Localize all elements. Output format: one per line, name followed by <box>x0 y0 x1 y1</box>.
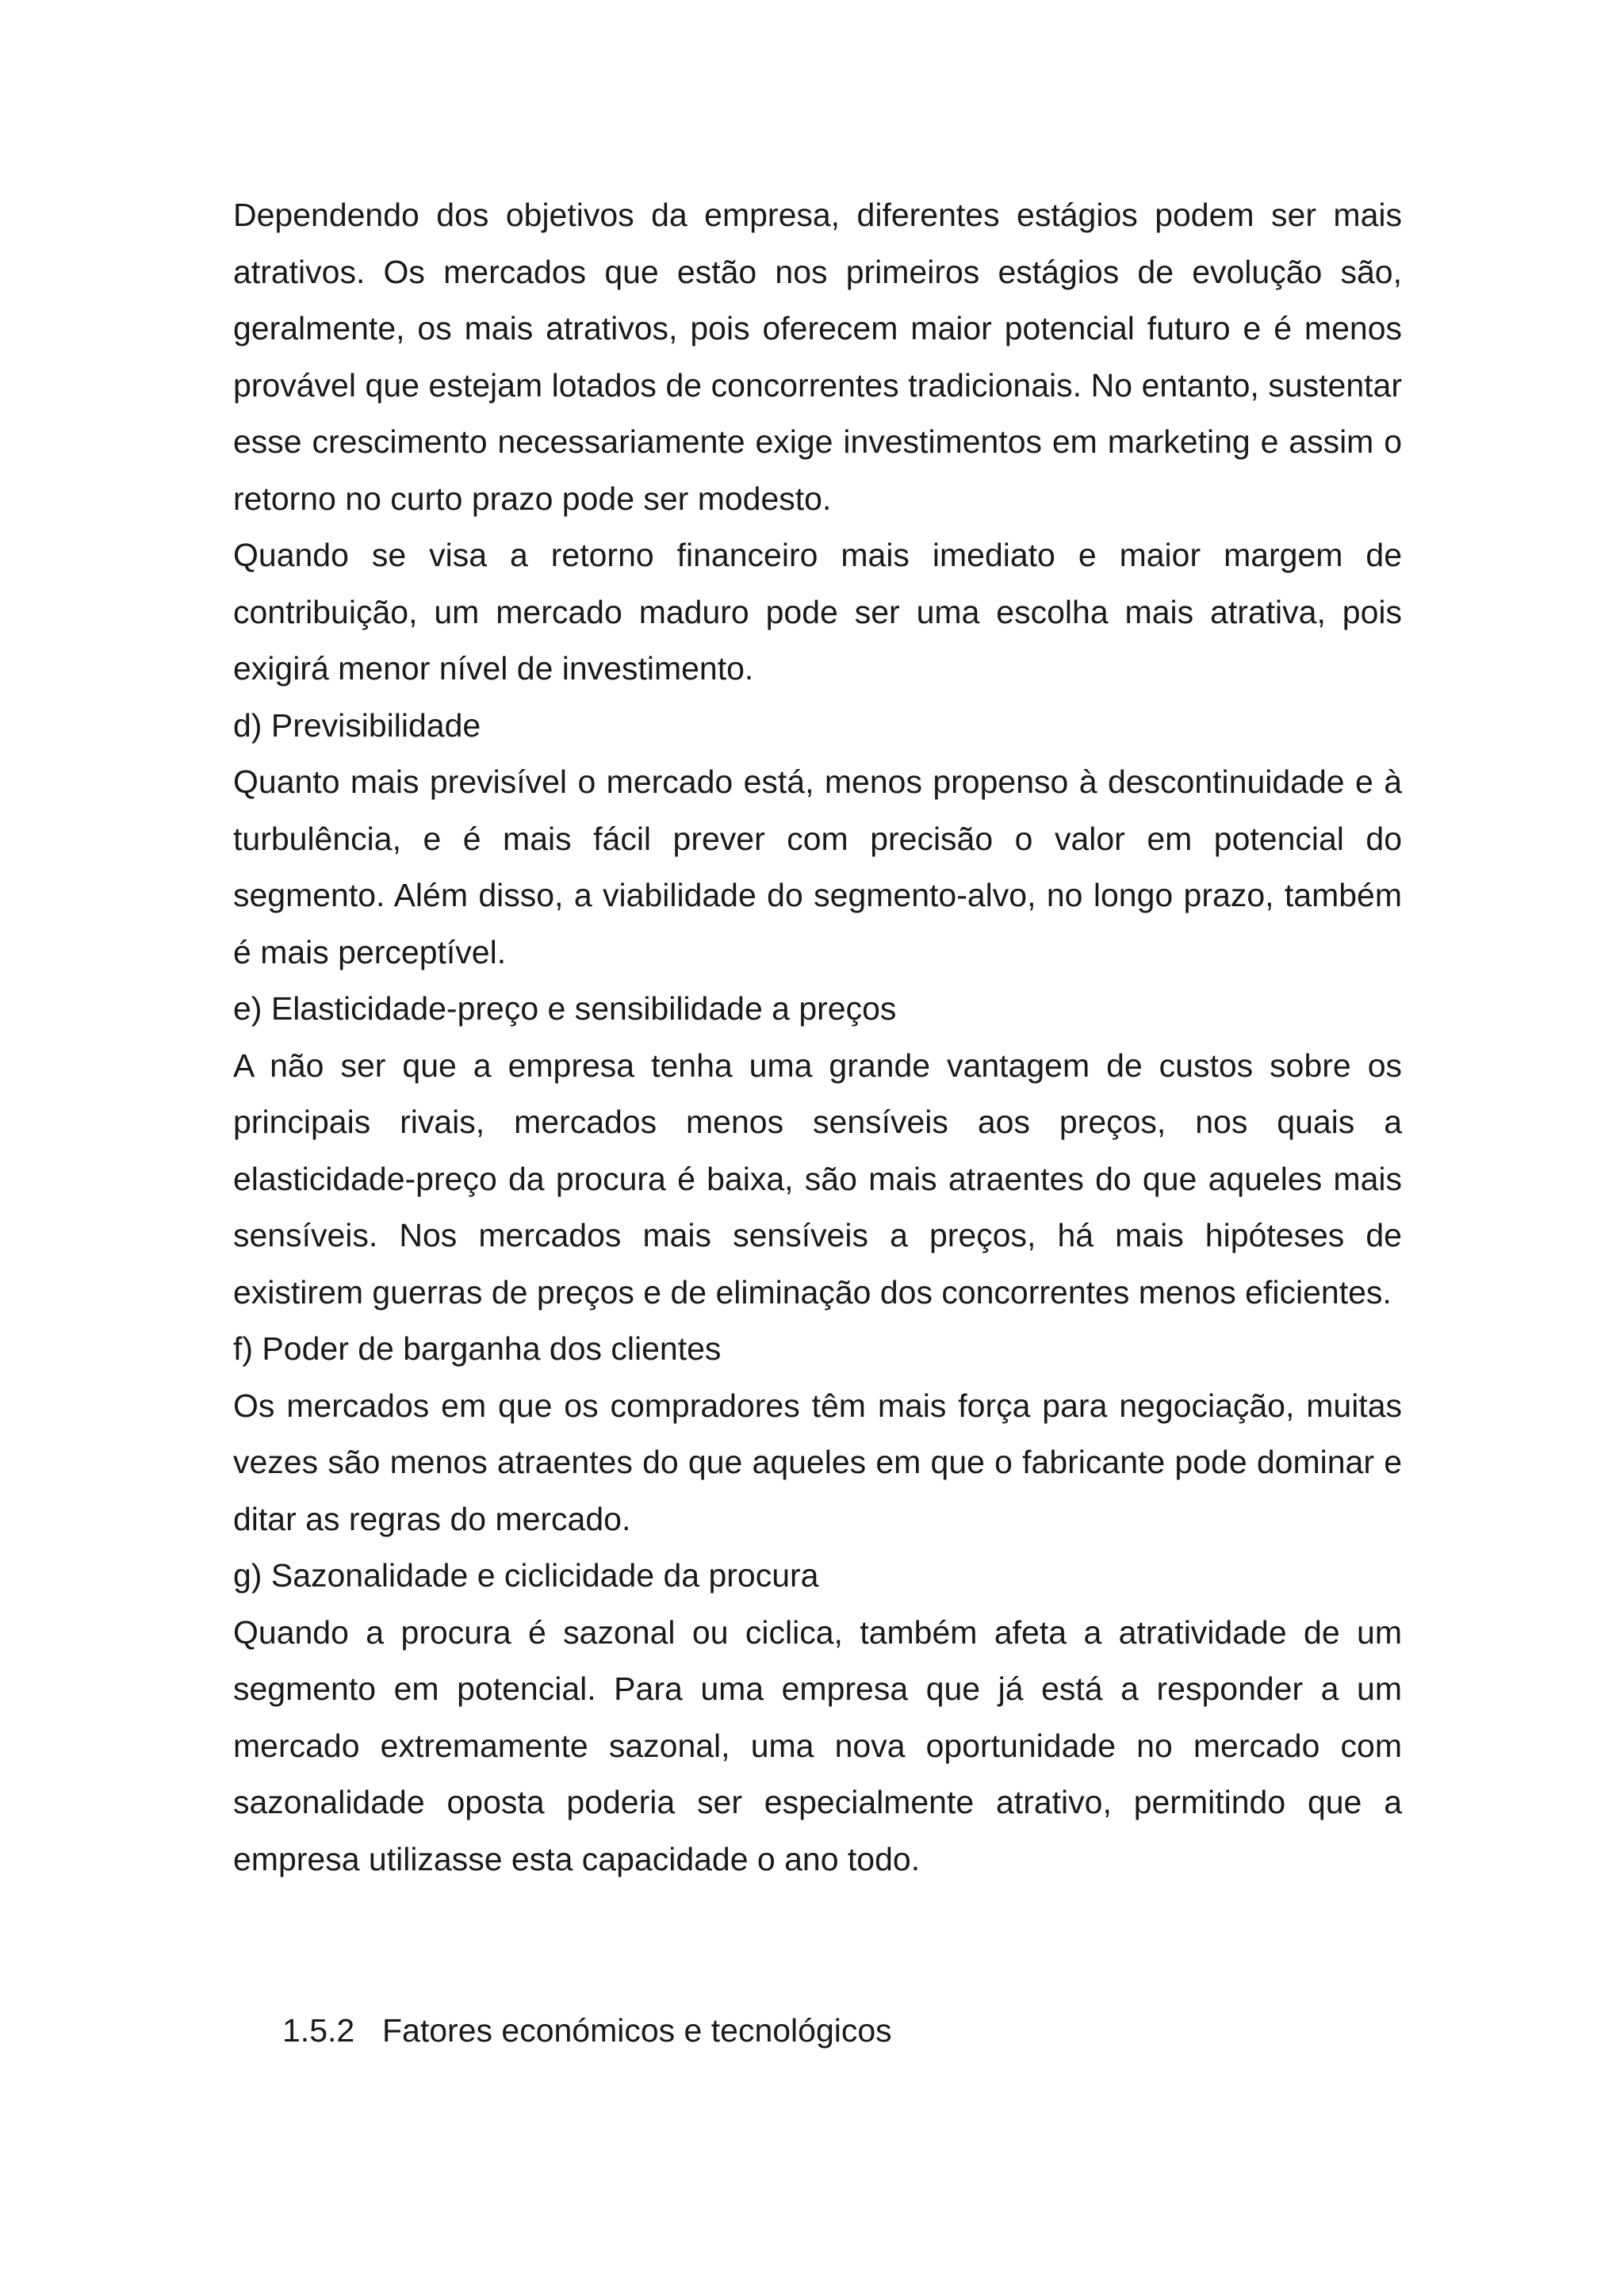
subheading-elasticidade: e) Elasticidade-preço e sensibilidade a preços <box>233 990 897 1027</box>
paragraph-stage-attractiveness: Dependendo dos objetivos da empresa, diferentes estágios podem ser mais atrativos. Os mercados que estão nos primeiros estágios de evolução são, geralmente, os mais atrativos, pois oferecem maior potencial futuro e é menos provável que estejam lotados de concorrentes tradicionais. No entanto, sustentar esse crescimento necessariamente exige investimentos em marketing e assim o retorno no curto prazo pode ser modesto. <box>233 197 1402 517</box>
paragraph-sazonalidade: Quando a procura é sazonal ou ciclica, também afeta a atratividade de um segmento em potencial. Para uma empresa que já está a responder a um mercado extremamente sazonal, uma nova oportunidade no mercado com sazonalidade oposta poderia ser especialmente atrativo, permitindo que a empresa utilizasse esta capacidade o ano todo. <box>233 1613 1402 1877</box>
paragraph-poder-barganha: Os mercados em que os compradores têm mais força para negociação, muitas vezes são menos atraentes do que aqueles em que o fabricante pode dominar e ditar as regras do mercado. <box>233 1387 1402 1537</box>
paragraph-mature-market: Quando se visa a retorno financeiro mais imediato e maior margem de contribuição, um mercado maduro pode ser uma escolha mais atrativa, pois exigirá menor nível de investimento. <box>233 537 1402 687</box>
section-title: Fatores económicos e tecnológicos <box>382 2012 892 2049</box>
section-heading <box>282 2003 892 2060</box>
subheading-previsibilidade: d) Previsibilidade <box>233 706 481 744</box>
body-text <box>233 187 1402 1888</box>
paragraph-elasticidade: A não ser que a empresa tenha uma grande vantagem de custos sobre os principais rivais, mercados menos sensíveis aos preços, nos quais a elasticidade-preço da procura é baixa, são mais atraentes do que aqueles mais sensíveis. Nos mercados mais sensíveis a preços, há mais hipóteses de existirem guerras de preços e de eliminação dos concorrentes menos eficientes. <box>233 1047 1402 1311</box>
subheading-sazonalidade: g) Sazonalidade e ciclicidade da procura <box>233 1557 819 1594</box>
paragraph-previsibilidade: Quanto mais previsível o mercado está, menos propenso à descontinuidade e à turbulência, e é mais fácil prever com precisão o valor em potencial do segmento. Além disso, a viabilidade do segmento-alvo, no longo prazo, também é mais perceptível. <box>233 763 1402 970</box>
section-number: 1.5.2 <box>282 2012 355 2049</box>
subheading-poder-barganha: f) Poder de barganha dos clientes <box>233 1330 722 1367</box>
